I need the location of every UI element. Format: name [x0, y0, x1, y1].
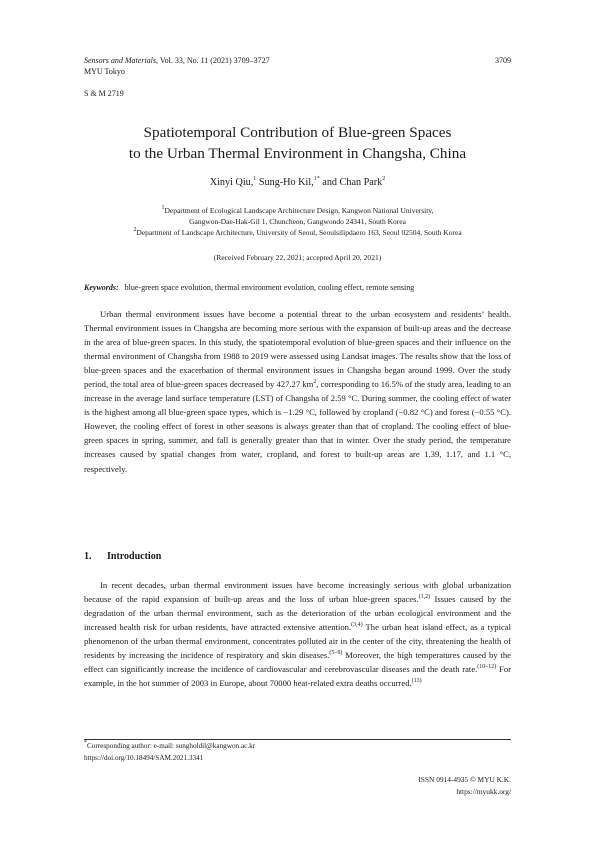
- author-3-affiliation: 2: [382, 176, 386, 183]
- page-number: 3709: [495, 56, 511, 65]
- issn-copyright: ISSN 0914-4935 © MYU K.K.: [418, 775, 511, 784]
- section-heading: [84, 551, 161, 562]
- author-2-affiliation: 1*: [313, 176, 320, 183]
- intro-sentence-3: The urban heat island effect, as a typical phenomenon of the urban thermal environment, concentrates polluted air in the center of the city, threatening the health of residents by increasing the incidence of respiratory and skin diseases.: [84, 622, 511, 661]
- affiliation-2-line-1: Department of Landscape Architecture, University of Seoul, Seoulsilipdaero 163, Seoul 02504, South Korea: [136, 228, 462, 237]
- article-title: [60, 122, 535, 164]
- affiliation-1-line-1: Department of Ecological Landscape Architecture Design, Kangwon National University,: [164, 206, 434, 215]
- affiliation-1-marker: 1: [161, 205, 165, 211]
- volume-issue-pages: , Vol. 33, No. 11 (2021) 3709–3727: [156, 56, 270, 65]
- keywords-text: blue-green space evolution, thermal environment evolution, cooling effect, remote sensing: [124, 283, 415, 292]
- affiliation-2-marker: 2: [133, 227, 137, 233]
- keywords-label: Keywords:: [84, 283, 119, 292]
- journal-name: Sensors and Materials: [84, 56, 156, 65]
- doi-link[interactable]: https://doi.org/10.18494/SAM.2021.3341: [84, 754, 204, 762]
- abstract-text-2: , corresponding to 16.5% of the study area, leading to an increase in the average land surface temperature (LST) of Changsha of 2.59 °C. During summer, the cooling effect of water is the highest among all blue-green space types, which is −1.29 °C, followed by cropland (−0.82 °C) and forest (−0.55 °C). However, the cooling effect of forest in other seasons is always greater than that of cropland. The cooling effect of blue-green spaces in spring, summer, and fall is generally greater than that in winter. Over the study period, the temperature increases caused by spatial changes from water, cropland, and forest to built-up areas are 1.39, 1.17, and 1.1 °C, respectively.: [84, 379, 511, 474]
- received-dates: (Received February 22, 2021; accepted April 20, 2021): [213, 253, 382, 262]
- intro-sentence-4: Moreover, the high temperatures caused by the effect can significantly increase the incidence of cardiovascular and cerebrovascular diseases and the death rate.: [84, 650, 511, 675]
- article-code: S & M 2719: [84, 89, 124, 98]
- affiliation-1-line-2: Gangwon-Dae-Hak-Gil 1, Chuncheon, Gangwondo 24341, South Korea: [189, 217, 406, 226]
- title-line-1: Spatiotemporal Contribution of Blue-green Spaces: [143, 124, 452, 141]
- author-3: and Chan Park: [319, 177, 383, 188]
- footnote-divider: [84, 739, 511, 740]
- section-title: Introduction: [107, 551, 162, 562]
- footnote-marker: *: [84, 740, 87, 747]
- affiliation-2: [60, 227, 535, 238]
- author-list: [60, 177, 535, 188]
- abstract-text-1: Urban thermal environment issues have become a potential threat to the urban ecosystem and residents’ health. Thermal environment issues in Changsha are becoming more serious with the expansion of built-up areas and the decrease in the area of blue-green spaces. In this study, the spatiotemporal evolution of blue-green spaces and their influence on the thermal environment of Changsha from 1988 to 2019 were assessed using Landsat images. The results show that the loss of blue-green spaces and the exacerbation of thermal environment issues in Changsha began around 1999. Over the study period, the total area of blue-green spaces decreased by 427.27 km: [84, 309, 511, 390]
- corresponding-author-note: [84, 742, 255, 750]
- publisher: MYU Tokyo: [84, 67, 125, 76]
- intro-sentence-1: In recent decades, urban thermal environment issues have become increasingly serious with global urbanization because of the rapid expansion of built-up areas and the loss of urban blue-green spaces.: [84, 580, 511, 605]
- publisher-url[interactable]: https://myukk.org/: [456, 787, 511, 796]
- title-line-2: to the Urban Thermal Environment in Changsha, China: [128, 145, 467, 162]
- abstract: [84, 307, 511, 476]
- corresponding-author-email: Corresponding author: e-mail: sungholdil@kangwon.ac.kr: [87, 742, 256, 750]
- intro-sentence-2: Issues caused by the degradation of the urban thermal environment, such as the deterioration of the urban ecological environment and the increased health risk for urban residents, have attracted extensive attention.: [84, 594, 511, 633]
- keywords: [84, 283, 414, 292]
- journal-citation: [84, 56, 270, 66]
- affiliation-1: [60, 205, 535, 227]
- introduction-paragraph: [84, 578, 511, 690]
- author-1-affiliation: 1: [253, 176, 257, 183]
- intro-sentence-5: For example, in the hot summer of 2003 in Europe, about 70000 heat-related extra deaths occurred.: [84, 664, 511, 689]
- citation-ref-5: (13): [411, 677, 422, 684]
- citation-ref-4: (10–12): [477, 663, 497, 670]
- author-2: Sung-Ho Kil,: [256, 177, 314, 188]
- citation-ref-2: (3,4): [351, 621, 363, 628]
- citation-ref-3: (5–9): [329, 649, 343, 656]
- author-1: Xinyi Qiu,: [209, 177, 254, 188]
- abstract-superscript: 2: [313, 378, 317, 385]
- section-number: 1.: [84, 551, 92, 562]
- citation-ref-1: (1,2): [418, 593, 431, 600]
